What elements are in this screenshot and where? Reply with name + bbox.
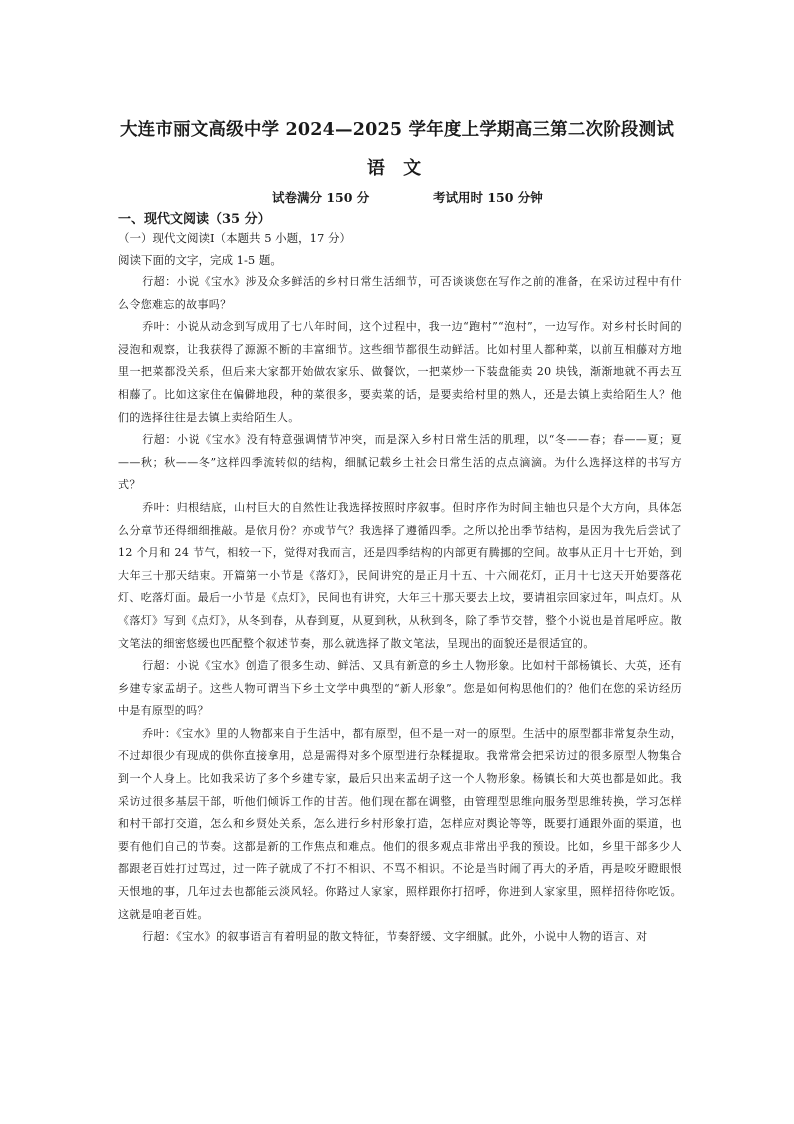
subsection-heading: （一）现代文阅读Ⅰ（本题共 5 小题，17 分）: [118, 231, 351, 245]
paragraph: 行超：《宝水》的叙事语言有着明显的散文特征，节奏舒缓、文字细腻。此外，小说中人物的语言、对: [142, 930, 648, 944]
paragraph: 行超：小说《宝水》涉及众多鲜活的乡村日常生活细节，可否谈谈您在写作之前的准备，在采访过程中有什么令您难忘的故事吗？: [118, 275, 682, 311]
subject-heading: 语 文: [366, 158, 428, 179]
exam-title: 大连市丽文高级中学 2024—2025 学年度上学期高三第二次阶段测试: [119, 120, 675, 140]
interview-text: [118, 271, 682, 949]
time-limit-label: 考试用时 150 分钟: [433, 190, 543, 205]
full-score-label: 试卷满分 150 分: [272, 190, 370, 205]
paragraph: 行超：小说《宝水》没有特意强调情节冲突，而是深入乡村日常生活的肌理，以“冬——春；春——夏；夏——秋；秋——冬”这样四季流转似的结构，细腻记载乡土社会日常生活的点点滴滴。为什么选择这样的书写方式？: [118, 433, 682, 492]
paragraph: 乔叶：《宝水》里的人物都来自于生活中，都有原型，但不是一对一的原型。生活中的原型都非常复杂生动，不过却很少有现成的供你直接拿用，总是需得对多个原型进行杂糅提取。我常常会把采访过的很多原型人物集合到一个人身上。比如我采访了多个乡建专家，最后只出来孟胡子这一个人物形象。杨镇长和大英也都是如此。我采访过很多基层干部，听他们倾诉工作的甘苦。他们现在都在调整，由管理型思维向服务型思维转换，学习怎样和村干部打交道，怎么和乡贤处关系，怎么进行乡村形象打造，怎样应对舆论等等，既要打通跟外面的渠道，也要有他们自己的节奏。这都是新的工作焦点和难点。他们的很多观点非常出乎我的预设。比如，乡里干部多少人都跟老百姓打过骂过，过一阵子就成了不打不相识、不骂不相识。不论是当时闹了再大的矛盾，再是咬牙瞪眼恨天恨地的事，几年过去也都能云淡风轻。你路过人家家，照样跟你打招呼，你进到人家家里，照样招待你吃饭。这就是咱老百姓。: [118, 726, 682, 921]
section-title: 一、现代文阅读（35 分）: [118, 212, 271, 227]
paragraph: 行超：小说《宝水》创造了很多生动、鲜活、又具有新意的乡土人物形象。比如村干部杨镇长、大英，还有乡建专家孟胡子。这些人物可谓当下乡土文学中典型的“新人形象”。您是如何构思他们的？他们在您的采访经历中是有原型的吗？: [118, 659, 682, 718]
paragraph: 乔叶：小说从动念到写成用了七八年时间，这个过程中，我一边“跑村”“泡村”，一边写作。对乡村长时间的浸泡和观察，让我获得了源源不断的丰富细节。这些细节都很生动鲜活。比如村里人都种菜，以前互相藤对方地里一把菜都没关系，但后来大家都开始做农家乐、做餐饮，一把菜炒一下装盘能卖 20 块钱，渐渐地就不再去互相藤了。比如这家住在偏僻地段，种的菜很多，要卖菜的话，是要卖给村里的熟人，还是去镇上卖给陌生人？他们的选择往往是去镇上卖给陌生人。: [118, 320, 682, 424]
reading-instruction: 阅读下面的文字，完成 1-5 题。: [118, 253, 282, 267]
paragraph: 乔叶：归根结底，山村巨大的自然性让我选择按照时序叙事。但时序作为时间主轴也只是个大方向，具体怎么分章节还得细细推敲。是依月份？亦或节气？我选择了遵循四季。之所以抡出季节结构，是因为我先后尝试了 12 个月和 24 节气，相较一下，觉得对我而言，还是四季结构的内部更有腾挪的空间。故事从正月十七开始，到大年三十那天结束。开篇第一小节是《落灯》，民间讲究的是正月十五、十六闹花灯，正月十七这天开始要落花灯、吃落灯面。最后一小节是《点灯》，民间也有讲究，大年三十那天要去上坟，要请祖宗回家过年，叫点灯。从《落灯》写到《点灯》，从冬到春，从春到夏，从夏到秋，从秋到冬，除了季节交替，整个小说也是首尾呼应。散文笔法的细密悠缓也匹配整个叙述节奏，那么就选择了散文笔法，呈现出的面貌还是很适宜的。: [118, 500, 682, 650]
